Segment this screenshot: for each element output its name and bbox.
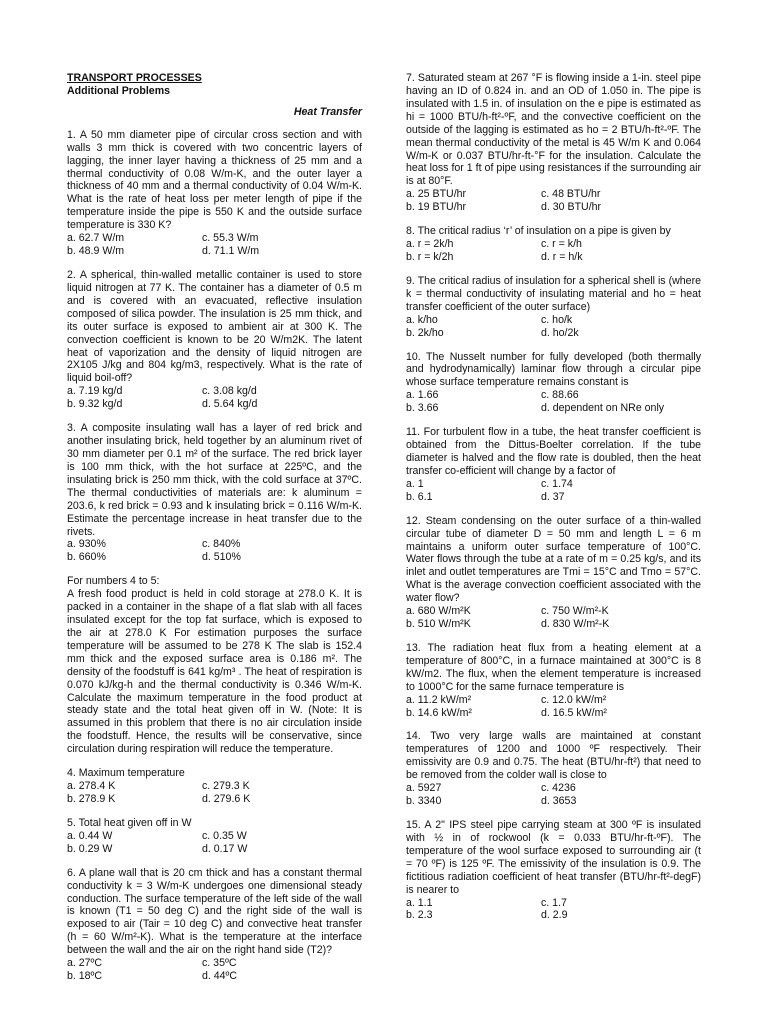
problem-question: 1. A 50 mm diameter pipe of circular cross section and with walls 3 mm thick is covered with two concentric layers of lagging, the inner layer having a thickness of 25 mm and a thermal conductivity of 0.08 W/m-K, and the outer layer a thickness of 40 mm and a thermal conductivity of 0.04 W/m-K. What is the rate of heat loss per meter length of pipe if the temperature inside the pipe is 550 K and the outside surface temperature is 330 K?	[67, 128, 362, 232]
answer-choice: d. 30 BTU/hr	[541, 201, 602, 214]
answer-choice: c. 88.66	[541, 389, 579, 402]
answer-choices	[67, 780, 362, 806]
answer-choice: a. 7.19 kg/d	[67, 385, 123, 398]
document-subtitle: Additional Problems	[67, 84, 171, 97]
problem-question: 14. Two very large walls are maintained at constant temperatures of 1200 and 1000 ºF respectively. Their emissivity are 0.9 and 0.75. The heat (BTU/hr-ft²) that need to be removed from the colder wall is close to	[406, 730, 701, 782]
answer-choices	[67, 538, 362, 564]
answer-choice: a. 11.2 kW/m²	[406, 693, 472, 706]
left-column	[67, 72, 362, 994]
problem-question: 5. Total heat given off in W	[67, 816, 192, 829]
answer-choice: d. 3653	[541, 795, 577, 808]
answer-choice: d. r = h/k	[541, 250, 583, 263]
answer-choice: b. 0.29 W	[67, 842, 113, 855]
answer-choice: c. 55.3 W/m	[202, 232, 259, 245]
answer-choice: b. 3340	[406, 795, 442, 808]
answer-choices	[406, 694, 701, 720]
answer-choices	[406, 782, 701, 808]
answer-choice: a. 680 W/m²K	[406, 605, 471, 618]
answer-choice: c. 48 BTU/hr	[541, 188, 601, 201]
problem-question: 3. A composite insulating wall has a layer of red brick and another insulating brick, held together by an aluminum rivet of 30 mm diameter per 0.1 m² of the surface. The red brick layer is 100 mm thick, with the hot surface at 225ºC, and the insulating brick is 250 mm thick, with the cold surface at 37ºC. The thermal conductivities of materials are: k aluminum = 203.6, k red brick = 0.93 and k insulating brick = 0.116 W/m-K. Estimate the percentage increase in heat transfer due to the rivets.	[67, 422, 362, 538]
problem-question: 4. Maximum temperature	[67, 767, 185, 780]
answer-choice: b. 9.32 kg/d	[67, 398, 123, 411]
answer-choice: d. 2.9	[541, 909, 568, 922]
problem-item	[67, 867, 362, 983]
answer-choice: d. 71.1 W/m	[202, 245, 260, 258]
problem-item	[67, 767, 362, 806]
answer-choice: a. 62.7 W/m	[67, 232, 125, 245]
problem-item	[67, 817, 362, 856]
answer-choice: b. 2.3	[406, 909, 433, 922]
answer-choice: d. 510%	[202, 551, 241, 564]
right-problem-list	[406, 72, 701, 922]
answer-choices	[406, 238, 701, 264]
answer-choice: b. r = k/2h	[406, 250, 454, 263]
problem-item	[67, 575, 362, 756]
answer-choices	[67, 232, 362, 258]
answer-choice: b. 48.9 W/m	[67, 245, 125, 258]
answer-choices	[67, 957, 362, 983]
answer-choice: b. 19 BTU/hr	[406, 201, 467, 214]
answer-choice: a. k/ho	[406, 313, 438, 326]
problem-question: 8. The critical radius ‘r’ of insulation on a pipe is given by	[406, 225, 671, 238]
problem-question: 2. A spherical, thin-walled metallic container is used to store liquid nitrogen at 77 K. The container has a diameter of 0.5 m and is covered with an evacuated, reflective insulation composed of silica powder. The insulation is 25 mm thick, and its outer surface is exposed to ambient air at 300 K. The convection coefficient is known to be 20 W/m2K. The latent heat of vaporization and the density of liquid nitrogen are 2X105 J/kg and 804 kg/m3, respectively. What is the rate of liquid boil-off?	[67, 268, 362, 385]
problem-question: 12. Steam condensing on the outer surface of a thin-walled circular tube of diameter D = 50 mm and length L = 6 m maintains a uniform outer surface temperature of 100°C. Water flows through the tube at a rate of m = 0.25 kg/s, and its inlet and outlet temperatures are Tmi = 15°C and Tmo = 57°C. What is the average convection coefficient associated with the water flow?	[406, 514, 701, 605]
answer-choices	[406, 314, 701, 340]
section-heading: Heat Transfer	[293, 105, 362, 118]
answer-choice: a. r = 2k/h	[406, 238, 454, 251]
left-problem-list	[67, 129, 362, 983]
answer-choice: a. 1	[406, 477, 424, 490]
answer-choice: c. 750 W/m²-K	[541, 605, 609, 618]
answer-choice: b. 660%	[67, 551, 106, 564]
problem-item	[67, 422, 362, 564]
answer-choice: c. 3.08 kg/d	[202, 385, 257, 398]
answer-choice: a. 1.66	[406, 389, 439, 402]
right-column	[406, 72, 701, 933]
answer-choices	[406, 188, 701, 214]
problem-item	[67, 129, 362, 258]
answer-choice: b. 510 W/m²K	[406, 618, 471, 631]
problem-question: 6. A plane wall that is 20 cm thick and has a constant thermal conductivity k = 3 W/m-K undergoes one dimensional steady conduction. The surface temperature of the left side of the wall is known (T1 = 50 deg C) and the right side of the wall is exposed to air (Tair = 10 deg C) and convective heat transfer (h = 60 W/m²-K). What is the temperature at the interface between the wall and the air on the right hand side (T2)?	[67, 866, 362, 957]
answer-choice: a. 5927	[406, 782, 442, 795]
answer-choice: a. 1.1	[406, 896, 433, 909]
problem-item	[406, 426, 701, 504]
answer-choice: a. 0.44 W	[67, 829, 113, 842]
answer-choice: c. 35ºC	[202, 957, 237, 970]
document-title: TRANSPORT PROCESSES	[67, 72, 202, 84]
answer-choice: d. 37	[541, 490, 565, 503]
answer-choices	[406, 605, 701, 631]
answer-choice: d. 44ºC	[202, 970, 238, 983]
answer-choice: a. 27ºC	[67, 957, 103, 970]
answer-choice: d. 279.6 K	[202, 793, 251, 806]
problem-item	[406, 275, 701, 340]
answer-choices	[67, 830, 362, 856]
answer-choices	[406, 478, 701, 504]
answer-choices	[406, 897, 701, 923]
answer-choice: a. 25 BTU/hr	[406, 188, 467, 201]
problem-item	[67, 269, 362, 411]
answer-choices	[406, 389, 701, 415]
answer-choice: c. 12.0 kW/m²	[541, 693, 607, 706]
problem-item	[406, 819, 701, 922]
answer-choice: b. 6.1	[406, 490, 433, 503]
problem-question: 9. The critical radius of insulation for a spherical shell is (where k = thermal conductivity of insulating material and ho = heat transfer coefficient of the outer surface)	[406, 274, 701, 313]
answer-choice: d. 830 W/m²-K	[541, 618, 610, 631]
answer-choice: b. 278.9 K	[67, 793, 116, 806]
answer-choice: d. 0.17 W	[202, 842, 248, 855]
answer-choice: c. 1.74	[541, 477, 573, 490]
answer-choice: c. ho/k	[541, 313, 573, 326]
problem-item	[406, 730, 701, 808]
problem-question: For numbers 4 to 5: A fresh food product is held in cold storage at 278.0 K. It is packed in a container in the shape of a flat slab with all faces insulated except for the top fat surface, which is exposed to the air at 278.0 K For estimation purposes the surface temperature will be assumed to be 278 K The slab is 152.4 mm thick and the exposed surface area is 0.186 m². The density of the foodstuff is 641 kg/m³ . The heat of respiration is 0.070 kJ/kg-h and the thermal conductivity is 0.346 W/m-K. Calculate the maximum temperature in the food product at steady state and the total heat given off in W. (Note: It is assumed in this problem that there is no air circulation inside the foodstuff. Hence, the results will be conservative, since circulation during respiration will reduce the temperature.	[67, 575, 362, 756]
answer-choice: b. 18ºC	[67, 970, 103, 983]
answer-choice: c. 279.3 K	[202, 780, 250, 793]
answer-choice: a. 278.4 K	[67, 780, 116, 793]
answer-choice: d. 16.5 kW/m²	[541, 706, 607, 719]
answer-choice: c. 1.7	[541, 896, 567, 909]
problem-item	[406, 515, 701, 631]
answer-choice: c. r = k/h	[541, 238, 582, 251]
answer-choice: d. 5.64 kg/d	[202, 398, 258, 411]
answer-choice: d. dependent on NRe only	[541, 402, 665, 415]
answer-choice: a. 930%	[67, 538, 106, 551]
answer-choice: b. 14.6 kW/m²	[406, 706, 472, 719]
problem-question: 11. For turbulent flow in a tube, the heat transfer coefficient is obtained from the Dittus-Boelter correlation. If the tube diameter is halved and the flow rate is doubled, then the heat transfer co-efficient will change by a factor of	[406, 426, 701, 477]
answer-choice: c. 0.35 W	[202, 829, 247, 842]
problem-question: 15. A 2" IPS steel pipe carrying steam at 300 ºF is insulated with ½ in of rockwool (k = 0.033 BTU/hr-ft-ºF). The temperature of the wool surface exposed to surrounding air (t = 70 ºF) is 125 ºF. The emissivity of the insulation is 0.9. The fictitious radiation coefficient of heat transfer (BTU/hr-ft²-degF) is nearer to	[406, 819, 701, 896]
problem-question: 7. Saturated steam at 267 °F is flowing inside a 1-in. steel pipe having an ID of 0.824 in. and an OD of 1.050 in. The pipe is insulated with 1.5 in. of insulation on the e pipe is estimated as hi = 1000 BTU/h-ft²-ºF, and the convective coefficient on the outside of the lagging is estimated as ho = 2 BTU/h-ft²-ºF. The mean thermal conductivity of the metal is 45 W/m K and 0.064 W/m-K or 0.037 BTU/hr-ft-°F for the insulation. Calculate the heat loss for 1 ft of pipe using resistances if the surrounding air is at 80°F.	[406, 72, 701, 188]
answer-choice: c. 840%	[202, 538, 241, 551]
answer-choice: b. 2k/ho	[406, 326, 444, 339]
problem-item	[406, 351, 701, 416]
answer-choice: b. 3.66	[406, 402, 439, 415]
problem-item	[406, 72, 701, 214]
problem-item	[406, 642, 701, 720]
answer-choice: c. 4236	[541, 782, 576, 795]
answer-choice: d. ho/2k	[541, 326, 579, 339]
problem-question: 13. The radiation heat flux from a heating element at a temperature of 800°C, in a furnace maintained at 300°C is 8 kW/m2. The flux, when the element temperature is increased to 1000°C for the same furnace temperature is	[406, 641, 701, 693]
answer-choices	[67, 385, 362, 411]
problem-item	[406, 225, 701, 264]
problem-question: 10. The Nusselt number for fully developed (both thermally and hydrodynamically) laminar flow through a circular pipe whose surface temperature remains constant is	[406, 350, 701, 389]
